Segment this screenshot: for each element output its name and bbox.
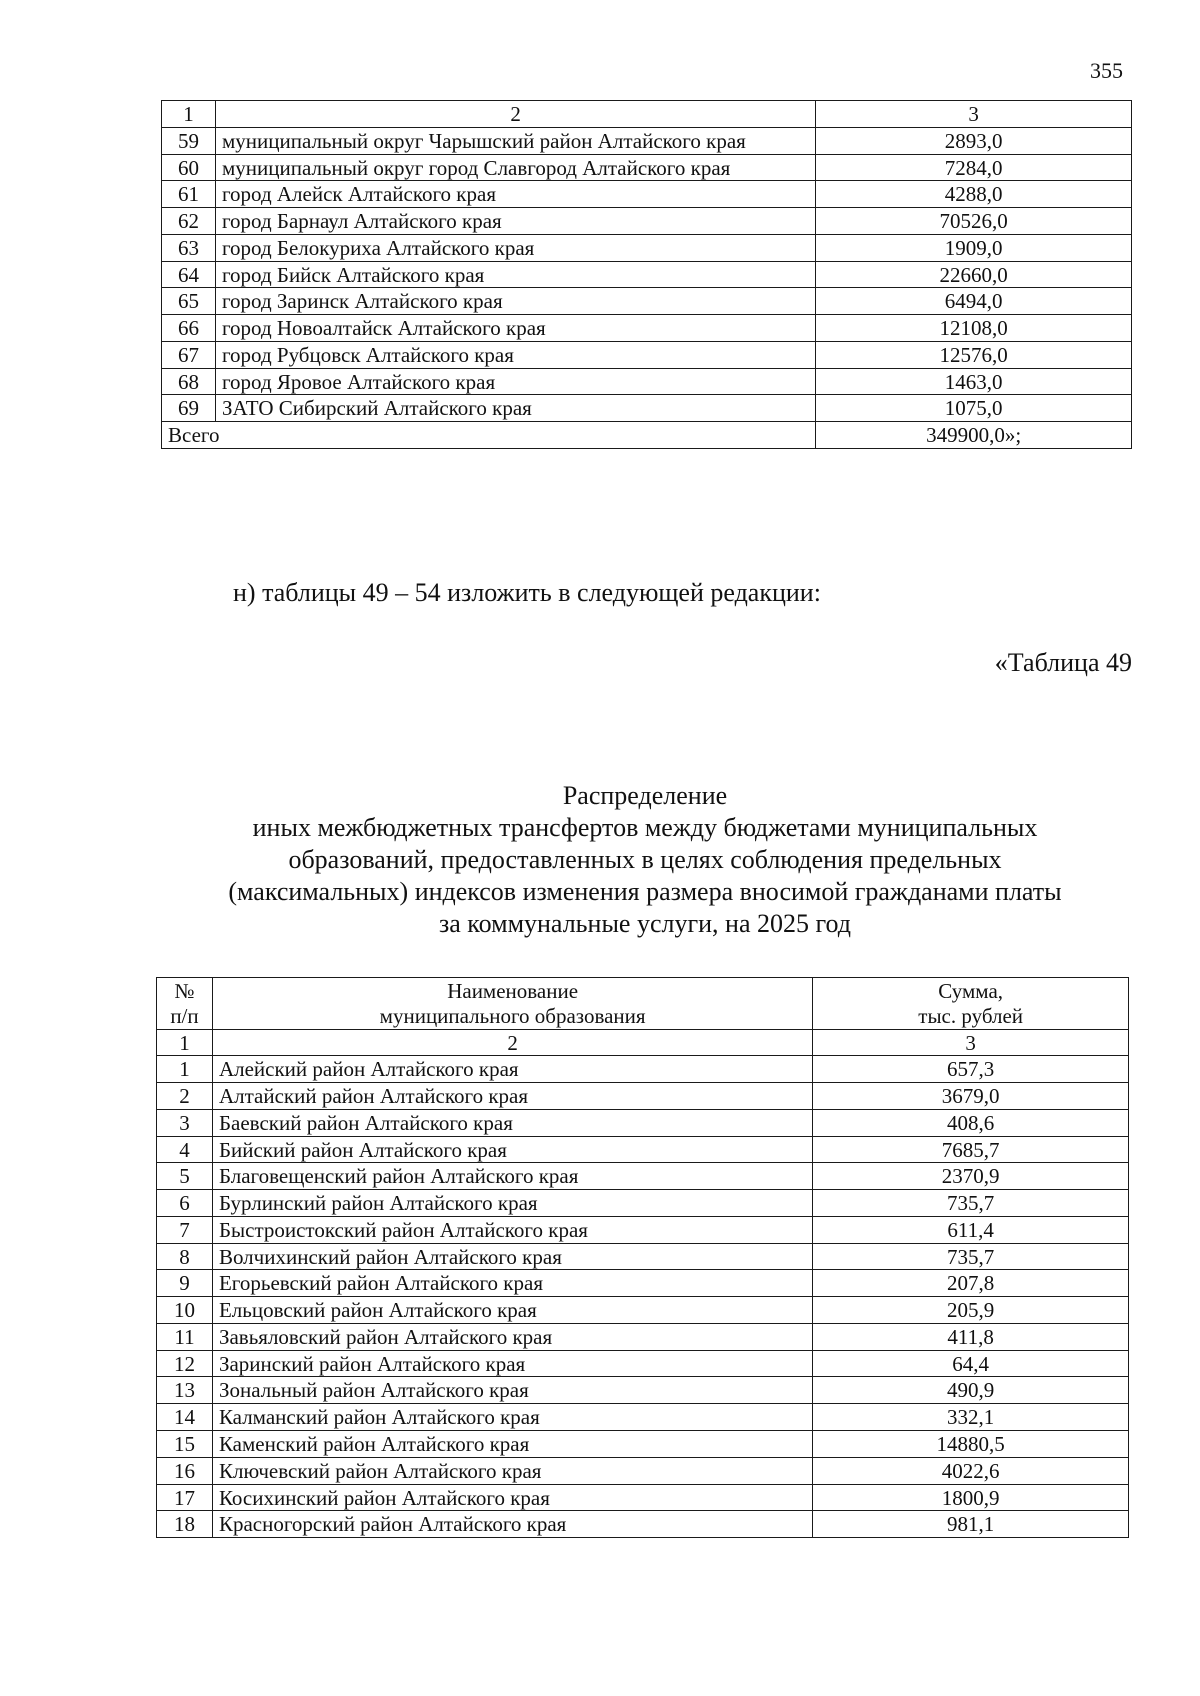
table-row (162, 154, 1132, 181)
municipality-name: Бурлинский район Алтайского края (212, 1190, 812, 1217)
page-number: 355 (1090, 58, 1123, 83)
municipality-name: Быстроистокский район Алтайского края (212, 1216, 812, 1243)
municipality-name: Благовещенский район Алтайского края (212, 1163, 812, 1190)
amount: 1463,0 (816, 368, 1132, 395)
table-row (157, 1163, 1129, 1190)
amount: 657,3 (813, 1056, 1129, 1083)
row-number: 66 (162, 315, 216, 342)
header-sum-line2: тыс. рублей (918, 1003, 1024, 1028)
table-row (157, 1511, 1129, 1538)
municipality-name: муниципальный округ Чарышский район Алтайского края (215, 127, 815, 154)
municipality-name: город Новоалтайск Алтайского края (215, 315, 815, 342)
table-continuation (161, 100, 1132, 449)
row-number: 67 (162, 341, 216, 368)
municipality-name: Алтайский район Алтайского края (212, 1083, 812, 1110)
header-name-line1: Наименование (447, 979, 579, 1003)
colnum-1: 1 (157, 1029, 213, 1056)
amount: 207,8 (813, 1270, 1129, 1297)
municipality-name: Ельцовский район Алтайского края (212, 1297, 812, 1324)
table-header-row (157, 978, 1129, 1030)
title-line: Распределение (562, 781, 728, 810)
table-row (162, 368, 1132, 395)
amendment-text: н) таблицы 49 – 54 изложить в следующей редакции: (233, 578, 821, 607)
colnum-2: 2 (212, 1029, 812, 1056)
total-label: Всего (162, 422, 816, 449)
header-num (157, 978, 213, 1030)
amount: 408,6 (813, 1109, 1129, 1136)
row-number: 3 (157, 1109, 213, 1136)
row-number: 7 (157, 1216, 213, 1243)
amount: 4022,6 (813, 1457, 1129, 1484)
amount: 1909,0 (816, 234, 1132, 261)
colnum-3: 3 (813, 1029, 1129, 1056)
municipality-name: Заринский район Алтайского края (212, 1350, 812, 1377)
table-row (157, 1457, 1129, 1484)
municipality-name: город Барнаул Алтайского края (215, 208, 815, 235)
amount: 1075,0 (816, 395, 1132, 422)
table-row (162, 127, 1132, 154)
amount: 3679,0 (813, 1083, 1129, 1110)
column-number-row (157, 1029, 1129, 1056)
table-row (162, 341, 1132, 368)
header-sum (813, 978, 1129, 1030)
header-col-3: 3 (816, 101, 1132, 128)
row-number: 10 (157, 1297, 213, 1324)
amount: 611,4 (813, 1216, 1129, 1243)
municipality-name: город Яровое Алтайского края (215, 368, 815, 395)
table-row (162, 208, 1132, 235)
municipality-name: ЗАТО Сибирский Алтайского края (215, 395, 815, 422)
municipality-name: муниципальный округ город Славгород Алтайского края (215, 154, 815, 181)
municipality-name: Баевский район Алтайского края (212, 1109, 812, 1136)
table-49 (156, 977, 1129, 1538)
header-name-line2: муниципального образования (379, 1003, 646, 1028)
amount: 4288,0 (816, 181, 1132, 208)
row-number: 68 (162, 368, 216, 395)
table-row (157, 1083, 1129, 1110)
table-row (162, 288, 1132, 315)
municipality-name: Алейский район Алтайского края (212, 1056, 812, 1083)
row-number: 6 (157, 1190, 213, 1217)
row-number: 16 (157, 1457, 213, 1484)
table-row (157, 1056, 1129, 1083)
title-line: образований, предоставленных в целях соблюдения предельных (288, 844, 1002, 874)
header-sum-line1: Сумма, (938, 979, 1004, 1003)
table-row (157, 1109, 1129, 1136)
row-number: 59 (162, 127, 216, 154)
header-num-line1: № (174, 979, 195, 1003)
table-row (157, 1484, 1129, 1511)
amount: 2893,0 (816, 127, 1132, 154)
row-number: 69 (162, 395, 216, 422)
table-row (157, 1270, 1129, 1297)
amount: 12108,0 (816, 315, 1132, 342)
row-number: 15 (157, 1431, 213, 1458)
municipality-name: Бийский район Алтайского края (212, 1136, 812, 1163)
table-label: «Таблица 49 (994, 648, 1132, 677)
header-col-1: 1 (162, 101, 216, 128)
title-line: за коммунальные услуги, на 2025 год (438, 908, 851, 938)
table-row (157, 1404, 1129, 1431)
amount: 6494,0 (816, 288, 1132, 315)
total-row (162, 422, 1132, 449)
amount: 14880,5 (813, 1431, 1129, 1458)
amount: 735,7 (813, 1243, 1129, 1270)
table-row (157, 1350, 1129, 1377)
municipality-name: Завьяловский район Алтайского края (212, 1323, 812, 1350)
table-row (157, 1377, 1129, 1404)
row-number: 63 (162, 234, 216, 261)
amount: 22660,0 (816, 261, 1132, 288)
amount: 7284,0 (816, 154, 1132, 181)
municipality-name: город Заринск Алтайского края (215, 288, 815, 315)
title-line: (максимальных) индексов изменения размера вносимой гражданами платы (228, 876, 1062, 906)
table-row (157, 1431, 1129, 1458)
table-row (157, 1190, 1129, 1217)
amount: 12576,0 (816, 341, 1132, 368)
row-number: 1 (157, 1056, 213, 1083)
table-row (162, 181, 1132, 208)
amount: 70526,0 (816, 208, 1132, 235)
municipality-name: Косихинский район Алтайского края (212, 1484, 812, 1511)
row-number: 2 (157, 1083, 213, 1110)
row-number: 14 (157, 1404, 213, 1431)
row-number: 62 (162, 208, 216, 235)
table-row (162, 261, 1132, 288)
row-number: 61 (162, 181, 216, 208)
municipality-name: Волчихинский район Алтайского края (212, 1243, 812, 1270)
header-name (212, 978, 812, 1030)
amount: 411,8 (813, 1323, 1129, 1350)
amount: 981,1 (813, 1511, 1129, 1538)
header-col-2: 2 (215, 101, 815, 128)
municipality-name: Ключевский район Алтайского края (212, 1457, 812, 1484)
municipality-name: город Алейск Алтайского края (215, 181, 815, 208)
row-number: 12 (157, 1350, 213, 1377)
row-number: 65 (162, 288, 216, 315)
municipality-name: город Бийск Алтайского края (215, 261, 815, 288)
total-amount: 349900,0»; (816, 422, 1132, 449)
table-row (162, 234, 1132, 261)
table-title (150, 780, 1140, 940)
amount: 2370,9 (813, 1163, 1129, 1190)
municipality-name: Калманский район Алтайского края (212, 1404, 812, 1431)
table-row (157, 1297, 1129, 1324)
municipality-name: Каменский район Алтайского края (212, 1431, 812, 1458)
table-row (157, 1243, 1129, 1270)
header-num-line2: п/п (170, 1003, 199, 1028)
row-number: 9 (157, 1270, 213, 1297)
row-number: 17 (157, 1484, 213, 1511)
table-row (157, 1323, 1129, 1350)
municipality-name: Егорьевский район Алтайского края (212, 1270, 812, 1297)
amount: 7685,7 (813, 1136, 1129, 1163)
title-line: иных межбюджетных трансфертов между бюджетами муниципальных (252, 812, 1038, 842)
amount: 1800,9 (813, 1484, 1129, 1511)
row-number: 8 (157, 1243, 213, 1270)
row-number: 60 (162, 154, 216, 181)
municipality-name: город Рубцовск Алтайского края (215, 341, 815, 368)
amount: 490,9 (813, 1377, 1129, 1404)
municipality-name: Зональный район Алтайского края (212, 1377, 812, 1404)
row-number: 11 (157, 1323, 213, 1350)
table-row (162, 395, 1132, 422)
table-header-row (162, 101, 1132, 128)
row-number: 13 (157, 1377, 213, 1404)
amount: 205,9 (813, 1297, 1129, 1324)
amount: 64,4 (813, 1350, 1129, 1377)
municipality-name: город Белокуриха Алтайского края (215, 234, 815, 261)
row-number: 64 (162, 261, 216, 288)
amount: 332,1 (813, 1404, 1129, 1431)
row-number: 4 (157, 1136, 213, 1163)
table-row (157, 1216, 1129, 1243)
amount: 735,7 (813, 1190, 1129, 1217)
municipality-name: Красногорский район Алтайского края (212, 1511, 812, 1538)
table-row (157, 1136, 1129, 1163)
table-row (162, 315, 1132, 342)
row-number: 5 (157, 1163, 213, 1190)
row-number: 18 (157, 1511, 213, 1538)
